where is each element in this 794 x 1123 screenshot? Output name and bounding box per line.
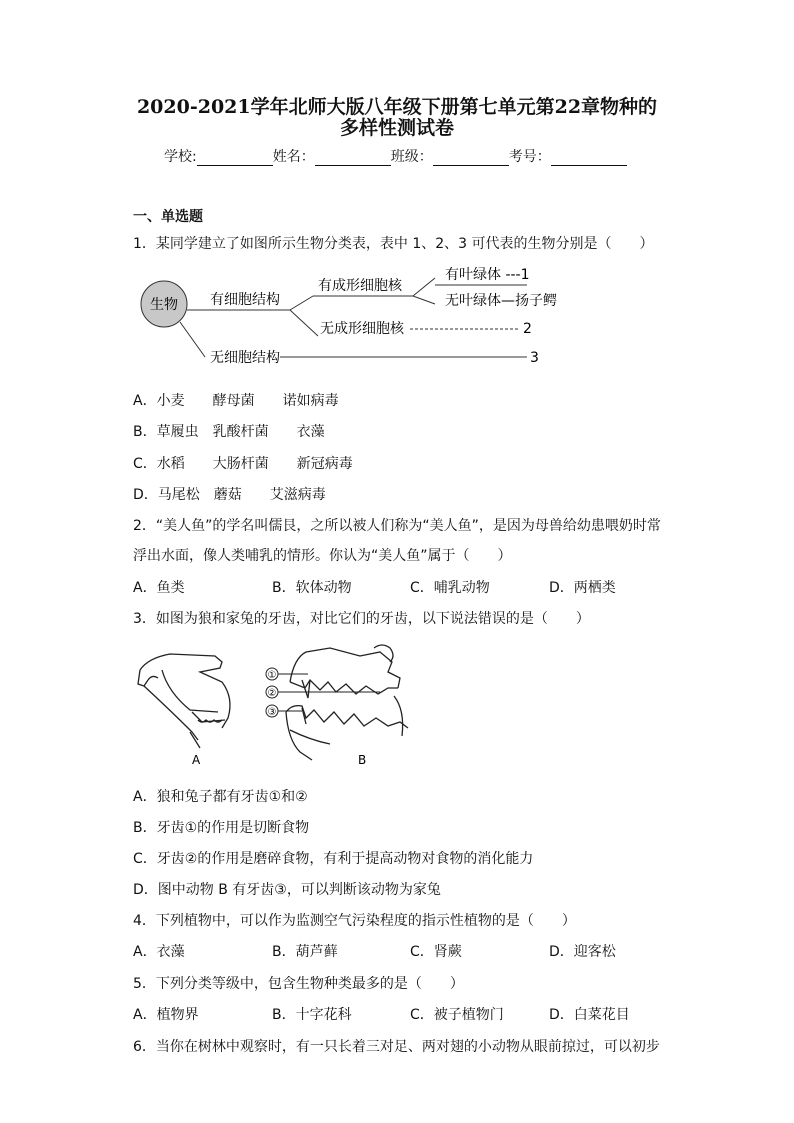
student-info bbox=[164, 146, 627, 166]
classification-diagram bbox=[130, 258, 570, 373]
name-label: 姓名： bbox=[272, 149, 315, 165]
q1-option-c[interactable]: C．水稻 大肠杆菌 新冠病毒 bbox=[133, 456, 353, 472]
no-chloro-label: 无叶绿体—扬子鳄 bbox=[445, 293, 557, 309]
q6-stem: 6．当你在树林中观察时，有一只长着三对足、两对翅的小动物从眼前掠过，可以初步 bbox=[133, 1039, 660, 1055]
q4-stem: 4．下列植物中，可以作为监测空气污染程度的指示性植物的是（ ） bbox=[133, 913, 576, 929]
section-heading: 一、单选题 bbox=[133, 209, 203, 225]
rabbit-skull bbox=[138, 654, 230, 748]
q2-stem-line2: 浮出水面，像人类哺乳的情形。你认为“美人鱼”属于（ ） bbox=[133, 548, 512, 564]
class-blank[interactable] bbox=[433, 151, 509, 166]
exam-no-blank[interactable] bbox=[551, 151, 627, 166]
root-label: 生物 bbox=[150, 297, 178, 313]
no-nucleus-label: 无成形细胞核 bbox=[320, 321, 404, 337]
q2-stem-line1: 2．“美人鱼”的学名叫儒艮，之所以被人们称为“美人鱼”，是因为母兽给幼患喂奶时常 bbox=[133, 518, 661, 534]
label-2: 2 bbox=[523, 321, 532, 337]
school-blank[interactable] bbox=[197, 151, 273, 166]
q5-option-b[interactable]: B．十字花科 bbox=[272, 1007, 352, 1023]
q2-option-d[interactable]: D．两栖类 bbox=[549, 580, 616, 596]
no-cell-label: 无细胞结构 bbox=[210, 350, 280, 366]
q4-option-d[interactable]: D．迎客松 bbox=[549, 944, 616, 960]
exam-no-label: 考号： bbox=[508, 149, 551, 165]
has-chloro-label: 有叶绿体 ---1 bbox=[445, 267, 530, 283]
q4-option-b[interactable]: B．葫芦藓 bbox=[272, 944, 338, 960]
q3-stem: 3．如图为狼和家兔的牙齿，对比它们的牙齿，以下说法错误的是（ ） bbox=[133, 611, 590, 627]
q4-option-a[interactable]: A．衣藻 bbox=[133, 944, 185, 960]
edge-no-cell-diag bbox=[180, 322, 205, 357]
edge-chloro-up bbox=[413, 278, 435, 296]
q3-option-d[interactable]: D．图中动物 B 有牙齿③，可以判断该动物为家兔 bbox=[133, 882, 441, 898]
fig-label-a: A bbox=[192, 753, 201, 767]
q1-option-a[interactable]: A．小麦 酵母菌 诺如病毒 bbox=[133, 393, 339, 409]
school-label: 学校: bbox=[164, 149, 197, 165]
q3-option-c[interactable]: C．牙齿②的作用是磨碎食物，有利于提高动物对食物的消化能力 bbox=[133, 851, 534, 867]
edge-nucleus-up bbox=[290, 296, 313, 310]
marker-1: ① bbox=[267, 670, 277, 681]
label-3: 3 bbox=[530, 350, 539, 366]
teeth-figure bbox=[130, 640, 420, 770]
q4-option-c[interactable]: C．肾蕨 bbox=[410, 944, 462, 960]
q3-option-b[interactable]: B．牙齿①的作用是切断食物 bbox=[133, 820, 310, 836]
edge-chloro-down bbox=[413, 296, 435, 304]
q5-stem: 5．下列分类等级中，包含生物种类最多的是（ ） bbox=[133, 976, 464, 992]
has-cell-label: 有细胞结构 bbox=[210, 292, 280, 308]
q3-option-a[interactable]: A．狼和兔子都有牙齿①和② bbox=[133, 789, 308, 805]
q2-option-c[interactable]: C．哺乳动物 bbox=[410, 580, 490, 596]
q1-option-b[interactable]: B．草履虫 乳酸杆菌 衣藻 bbox=[133, 424, 325, 440]
title-line-2: 多样性测试卷 bbox=[339, 117, 454, 139]
q2-option-a[interactable]: A．鱼类 bbox=[133, 580, 185, 596]
q2-option-b[interactable]: B．软体动物 bbox=[272, 580, 352, 596]
q5-option-a[interactable]: A．植物界 bbox=[133, 1007, 199, 1023]
fig-label-b: B bbox=[358, 753, 367, 767]
q1-stem: 1．某同学建立了如图所示生物分类表，表中 1、2、3 可代表的生物分别是（ ） bbox=[133, 236, 654, 252]
marker-3: ③ bbox=[267, 707, 277, 718]
title-line-1: 2020-2021学年北师大版八年级下册第七单元第22章物种的 bbox=[136, 96, 658, 118]
has-nucleus-label: 有成形细胞核 bbox=[318, 278, 402, 294]
q1-option-d[interactable]: D．马尾松 蘑菇 艾滋病毒 bbox=[133, 487, 326, 503]
class-label: 班级： bbox=[390, 149, 433, 165]
marker-2: ② bbox=[267, 688, 277, 699]
q5-option-d[interactable]: D．白菜花目 bbox=[549, 1007, 630, 1023]
edge-no-nucleus-diag bbox=[290, 310, 318, 336]
name-blank[interactable] bbox=[315, 151, 391, 166]
q5-option-c[interactable]: C．被子植物门 bbox=[410, 1007, 504, 1023]
wolf-jaws bbox=[286, 645, 408, 760]
